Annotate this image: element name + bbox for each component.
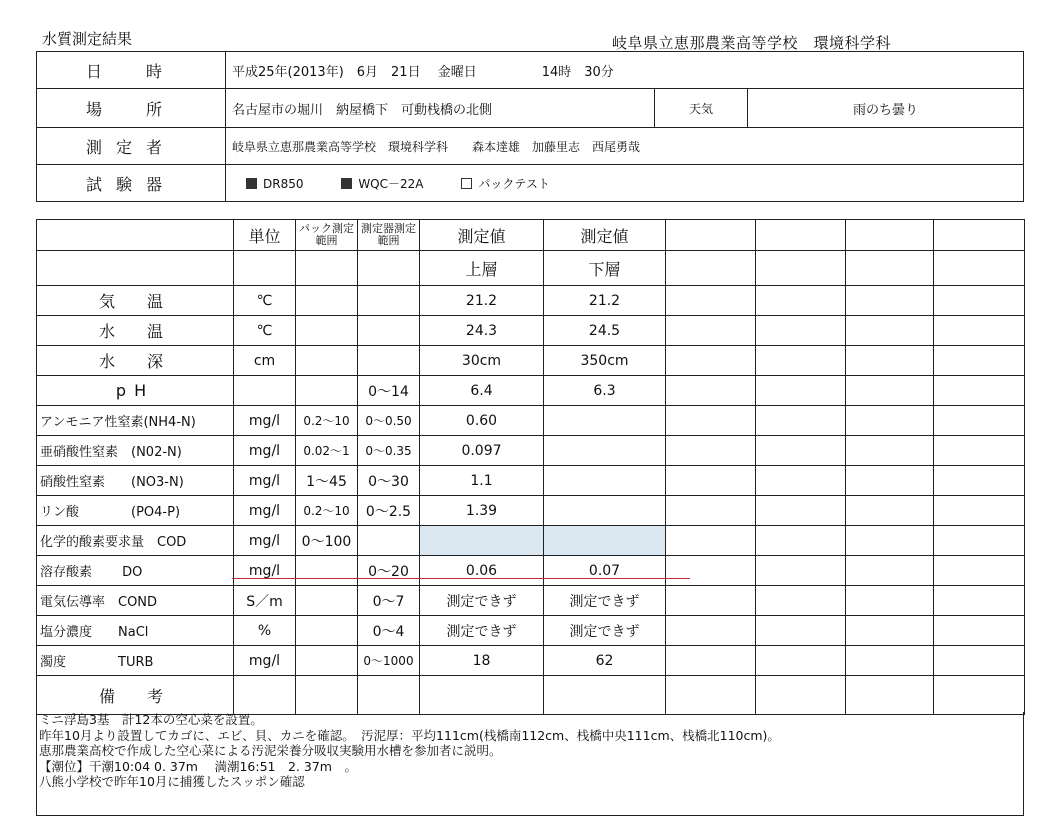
- cell-lower: [544, 466, 666, 496]
- remarks-label: 備 考: [37, 676, 234, 715]
- cell-lower: 測定できず: [544, 616, 666, 646]
- cell-lower: 62: [544, 646, 666, 676]
- table-row: [37, 436, 1025, 466]
- cell-meter: 0～30: [358, 466, 420, 496]
- parameter-name: リン酸 (PO4-P): [37, 496, 234, 526]
- table-row: [37, 466, 1025, 496]
- instrument-label: 試験器: [37, 165, 226, 202]
- cell-meter: 0～2.5: [358, 496, 420, 526]
- cell-upper: 0.06: [420, 556, 544, 586]
- cell-meter: 0～0.50: [358, 406, 420, 436]
- instrument-dr850: DR850: [246, 177, 303, 191]
- note-line: ミニ浮島3基 計12本の空心菜を設置。: [39, 712, 263, 727]
- cell-lower: [544, 436, 666, 466]
- cell-lower: 0.07: [544, 556, 666, 586]
- table-row: [37, 496, 1025, 526]
- cell-pack: 1～45: [296, 466, 358, 496]
- header-row-2: [37, 251, 1025, 286]
- unchecked-square-icon: [461, 178, 472, 189]
- table-row: [37, 526, 1025, 556]
- table-row: [37, 586, 1025, 616]
- cell-meter: 0～20: [358, 556, 420, 586]
- cell-pack: [296, 586, 358, 616]
- cell-upper: 21.2: [420, 286, 544, 316]
- cell-upper: [420, 526, 544, 556]
- cell-upper: 測定できず: [420, 616, 544, 646]
- measurer-label: 測定者: [37, 128, 226, 165]
- weather-value: 雨のち曇り: [748, 89, 1024, 128]
- remarks-row: [37, 676, 1025, 715]
- datetime-row: [37, 52, 1024, 89]
- value-lower-title: 測定値: [544, 220, 666, 251]
- parameter-name: 水 深: [37, 346, 234, 376]
- parameter-name: 亜硝酸性窒素 (N02-N): [37, 436, 234, 466]
- cell-unit: ℃: [234, 316, 296, 346]
- cell-meter: 0～4: [358, 616, 420, 646]
- blank-cell: [37, 220, 234, 251]
- datetime-value: 平成25年(2013年) 6月 21日 金曜日 14時 30分: [226, 52, 1024, 89]
- cell-upper: 30cm: [420, 346, 544, 376]
- parameter-name: pH: [37, 376, 234, 406]
- cell-lower: 6.3: [544, 376, 666, 406]
- measurer-value: 岐阜県立恵那農業高等学校 環境科学科 森本達雄 加藤里志 西尾勇哉: [226, 128, 1024, 165]
- checked-square-icon: [341, 178, 352, 189]
- cell-meter: 0～1000: [358, 646, 420, 676]
- header-row-1: [37, 220, 1025, 251]
- cell-upper: 18: [420, 646, 544, 676]
- upper-layer-header: 上層: [420, 251, 544, 286]
- cell-meter: 0～14: [358, 376, 420, 406]
- table-row: [37, 616, 1025, 646]
- cell-unit: mg/l: [234, 436, 296, 466]
- red-underline: [232, 578, 690, 579]
- cell-pack: [296, 556, 358, 586]
- meter-range-header: 測定器測定範囲: [358, 220, 420, 251]
- cell-lower: [544, 406, 666, 436]
- table-row: [37, 286, 1025, 316]
- measurement-rows: [37, 286, 1025, 676]
- cell-meter: [358, 286, 420, 316]
- place-value: 名古屋市の堀川 納屋橋下 可動栈橋の北側: [226, 89, 655, 128]
- document-title: 水質測定結果: [42, 30, 133, 48]
- parameter-name: 電気伝導率 COND: [37, 586, 234, 616]
- place-row: [37, 89, 1024, 128]
- parameter-name: 化学的酸素要求量 COD: [37, 526, 234, 556]
- cell-unit: mg/l: [234, 646, 296, 676]
- instrument-packtest: パックテスト: [461, 177, 550, 191]
- parameter-name: アンモニア性窒素(NH4-N): [37, 406, 234, 436]
- cell-upper: 1.1: [420, 466, 544, 496]
- cell-upper: 測定できず: [420, 586, 544, 616]
- table-row: [37, 316, 1025, 346]
- cell-meter: [358, 526, 420, 556]
- cell-pack: [296, 616, 358, 646]
- value-upper-title: 測定値: [420, 220, 544, 251]
- notes-box: [36, 712, 1024, 816]
- checked-square-icon: [246, 178, 257, 189]
- cell-upper: 6.4: [420, 376, 544, 406]
- cell-pack: [296, 286, 358, 316]
- cell-unit: mg/l: [234, 556, 296, 586]
- school-header: 岐阜県立恵那農業高等学校 環境科学科: [612, 34, 892, 52]
- table-row: [37, 646, 1025, 676]
- table-row: [37, 346, 1025, 376]
- table-row: [37, 406, 1025, 436]
- measurer-row: [37, 128, 1024, 165]
- cell-unit: mg/l: [234, 406, 296, 436]
- note-line: 恵那農業高校で作成した空心菜による汚泥栄養分吸収実験用水槽を参加者に説明。: [39, 743, 502, 758]
- cell-unit: mg/l: [234, 496, 296, 526]
- parameter-name: 溶存酸素 DO: [37, 556, 234, 586]
- place-label: 場 所: [37, 89, 226, 128]
- lower-layer-header: 下層: [544, 251, 666, 286]
- cell-upper: 0.097: [420, 436, 544, 466]
- cell-pack: [296, 646, 358, 676]
- instrument-row: [37, 165, 1024, 202]
- weather-label: 天気: [655, 89, 748, 128]
- cell-unit: [234, 376, 296, 406]
- cell-unit: S／m: [234, 586, 296, 616]
- unit-header: 単位: [234, 220, 296, 251]
- cell-unit: ℃: [234, 286, 296, 316]
- cell-pack: [296, 346, 358, 376]
- cell-lower: [544, 526, 666, 556]
- cell-meter: [358, 316, 420, 346]
- cell-pack: 0.2～10: [296, 496, 358, 526]
- note-line: 【潮位】干潮10:04 0. 37m 満潮16:51 2. 37m 。: [39, 758, 357, 774]
- table-row: [37, 376, 1025, 406]
- instrument-wqc22a: WQC－22A: [341, 177, 423, 191]
- measurement-table: [36, 219, 1025, 715]
- datetime-label: 日 時: [37, 52, 226, 89]
- instrument-list: [226, 165, 1024, 202]
- cell-unit: mg/l: [234, 526, 296, 556]
- cell-meter: [358, 346, 420, 376]
- parameter-name: 硝酸性窒素 (NO3-N): [37, 466, 234, 496]
- note-line: 昨年10月より設置してカゴに、エビ、貝、カニを確認。 汚泥厚：平均111cm(栈橋南112cm、栈橋中央111cm、栈橋北110cm)。: [39, 727, 780, 743]
- cell-pack: 0.2～10: [296, 406, 358, 436]
- cell-pack: 0～100: [296, 526, 358, 556]
- cell-meter: 0～7: [358, 586, 420, 616]
- cell-lower: 測定できず: [544, 586, 666, 616]
- cell-lower: 24.5: [544, 316, 666, 346]
- parameter-name: 気 温: [37, 286, 234, 316]
- cell-pack: 0.02～1: [296, 436, 358, 466]
- info-table: [36, 51, 1024, 202]
- cell-unit: mg/l: [234, 466, 296, 496]
- cell-unit: %: [234, 616, 296, 646]
- table-row: [37, 556, 1025, 586]
- note-line: 八熊小学校で昨年10月に捕獲したスッポン確認: [39, 774, 305, 789]
- cell-unit: cm: [234, 346, 296, 376]
- cell-pack: [296, 376, 358, 406]
- parameter-name: 塩分濃度 NaCl: [37, 616, 234, 646]
- cell-lower: [544, 496, 666, 526]
- cell-lower: 21.2: [544, 286, 666, 316]
- parameter-name: 水 温: [37, 316, 234, 346]
- cell-upper: 1.39: [420, 496, 544, 526]
- cell-upper: 0.60: [420, 406, 544, 436]
- cell-pack: [296, 316, 358, 346]
- cell-meter: 0～0.35: [358, 436, 420, 466]
- pack-range-header: パック測定範囲: [296, 220, 358, 251]
- cell-upper: 24.3: [420, 316, 544, 346]
- cell-lower: 350cm: [544, 346, 666, 376]
- parameter-name: 濁度 TURB: [37, 646, 234, 676]
